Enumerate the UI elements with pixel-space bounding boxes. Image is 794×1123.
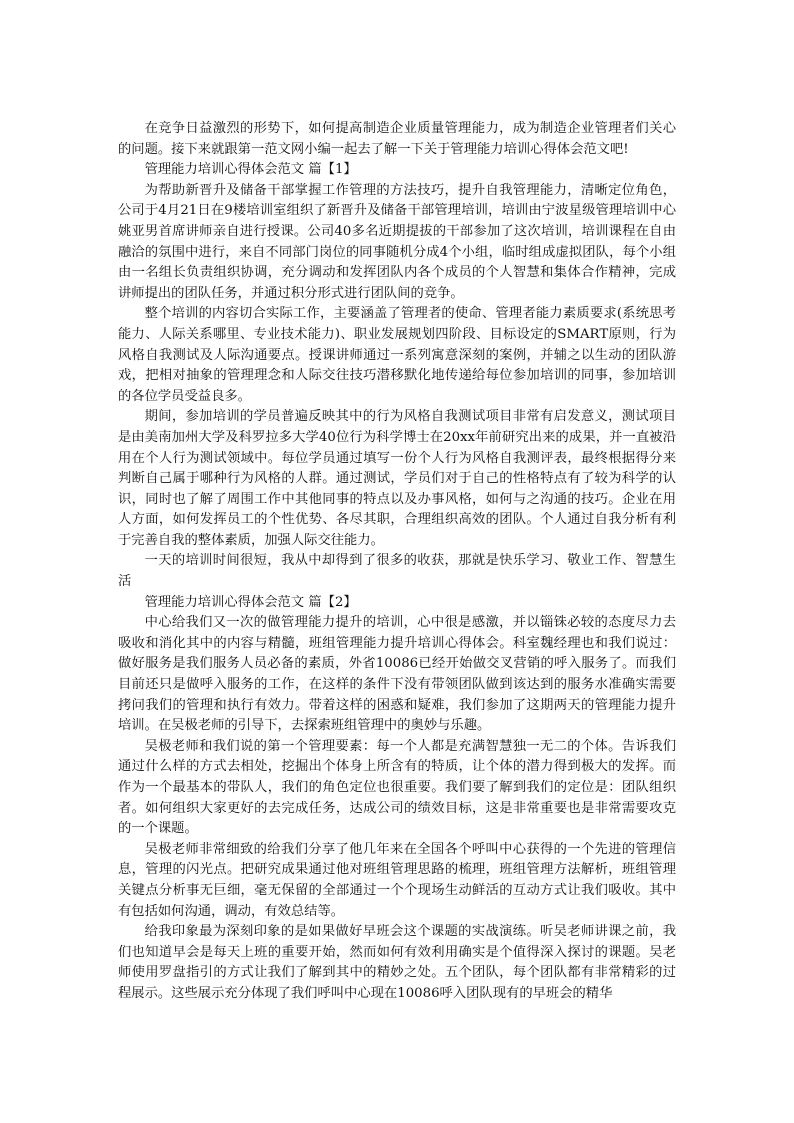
body-paragraph: 一天的培训时间很短，我从中却得到了很多的收获，那就是快乐学习、敬业工作、智慧生活 bbox=[118, 553, 676, 590]
document-page bbox=[118, 119, 676, 1005]
section-heading: 管理能力培训心得体会范文 篇【1】 bbox=[144, 162, 357, 178]
body-paragraph: 整个培训的内容切合实际工作，主要涵盖了管理者的使命、管理者能力素质要求(系统思考能力、人际关系哪里、专业技术能力)、职业发展规划四阶段、目标设定的SMART原则，行为风格自我测试及人际沟通要点。授课讲师通过一系列寓意深刻的案例，并辅之以生动的团队游戏，把相对抽象的管理理念和人际交往技巧潜移默化地传递给每位参加培训的同事，参加培训的各位学员受益良多。 bbox=[118, 306, 676, 404]
body-paragraph: 为帮助新晋升及储备干部掌握工作管理的方法技巧，提升自我管理能力，清晰定位角色，公司于4月21日在9楼培训室组织了新晋升及储备干部管理培训，培训由宁波星级管理培训中心姚亚男首席讲师亲自进行授课。公司40多名近期提拔的干部参加了这次培训，培训课程在自由融洽的氛围中进行，来自不同部门岗位的同事随机分成4个小组，临时组成虚拟团队，每个小组由一名组长负责组织协调，充分调动和发挥团队内各个成员的个人智慧和集体合作精神，完成讲师提出的团队任务，并通过积分形式进行团队间的竞争。 bbox=[118, 182, 676, 301]
body-paragraph: 中心给我们又一次的做管理能力提升的培训，心中很是感激，并以锱铢必较的态度尽力去吸收和消化其中的内容与精髓，班组管理能力提升培训心得体会。科室魏经理也和我们说过：做好服务是我们服务人员必备的素质，外省10086已经开始做交叉营销的呼入服务了。而我们目前还只是做呼入服务的工作，在这样的条件下没有带领团队做到该达到的服务水准确实需要拷问我们的管理和执行有效力。带着这样的困惑和疑难，我们参加了这期两天的管理能力提升培训。在吴极老师的引导下，去探索班组管理中的奥妙与乐趣。 bbox=[118, 615, 676, 734]
body-paragraph: 吴极老师非常细致的给我们分享了他几年来在全国各个呼叫中心获得的一个先进的管理信息，管理的闪光点。把研究成果通过他对班组管理思路的梳理，班组管理方法解析，班组管理关键点分析事无巨细，毫无保留的全部通过一个个现场生动鲜活的互动方式让我们吸收。其中有包括如何沟通，调动，有效总结等。 bbox=[118, 841, 676, 919]
body-paragraph: 期间，参加培训的学员普遍反映其中的行为风格自我测试项目非常有启发意义，测试项目是由美南加州大学及科罗拉多大学40位行为科学博士在20xx年前研究出来的成果，并一直被沿用在个人行为测试领域中。每位学员通过填写一份个人行为风格自我测评表，最终根据得分来判断自己属于哪种行为风格的人群。通过测试，学员们对于自己的性格特点有了较为科学的认识，同时也了解了周围工作中其他同事的特点以及办事风格，如何与之沟通的技巧。企业在用人方面，如何发挥员工的个性优势、各尽其职，合理组织高效的团队。个人通过自我分析有利于完善自我的整体素质，加强人际交往能力。 bbox=[118, 409, 676, 548]
section-heading: 管理能力培训心得体会范文 篇【2】 bbox=[144, 594, 357, 610]
body-paragraph: 吴极老师和我们说的第一个管理要素：每一个人都是充满智慧独一无二的个体。告诉我们通过什么样的方式去相处，挖掘出个体身上所含有的特质，让个体的潜力得到极大的发挥。而作为一个最基本的带队人，我们的角色定位也很重要。我们要了解到我们的定位是：团队组织者。如何组织大家更好的去完成任务，达成公司的绩效目标，这是非常重要也是非常需要攻克的一个课题。 bbox=[118, 738, 676, 837]
body-paragraph: 给我印象最为深刻印象的是如果做好早班会这个课题的实战演练。听吴老师讲课之前，我们也知道早会是每天上班的重要开始，然而如何有效利用确实是个值得深入探讨的课题。吴老师使用罗盘指引的方式让我们了解到其中的精妙之处。五个团队，每个团队都有非常精彩的过程展示。这些展示充分体现了我们呼叫中心现在10086呼入团队现有的早班会的精华 bbox=[118, 924, 676, 1001]
section-1 bbox=[118, 160, 676, 592]
intro-paragraph: 在竞争日益激烈的形势下，如何提高制造企业质量管理能力，成为制造企业管理者们关心的问题。接下来就跟第一范文网小编一起去了解一下关于管理能力培训心得体会范文吧! bbox=[118, 121, 676, 157]
section-2 bbox=[118, 593, 676, 1005]
